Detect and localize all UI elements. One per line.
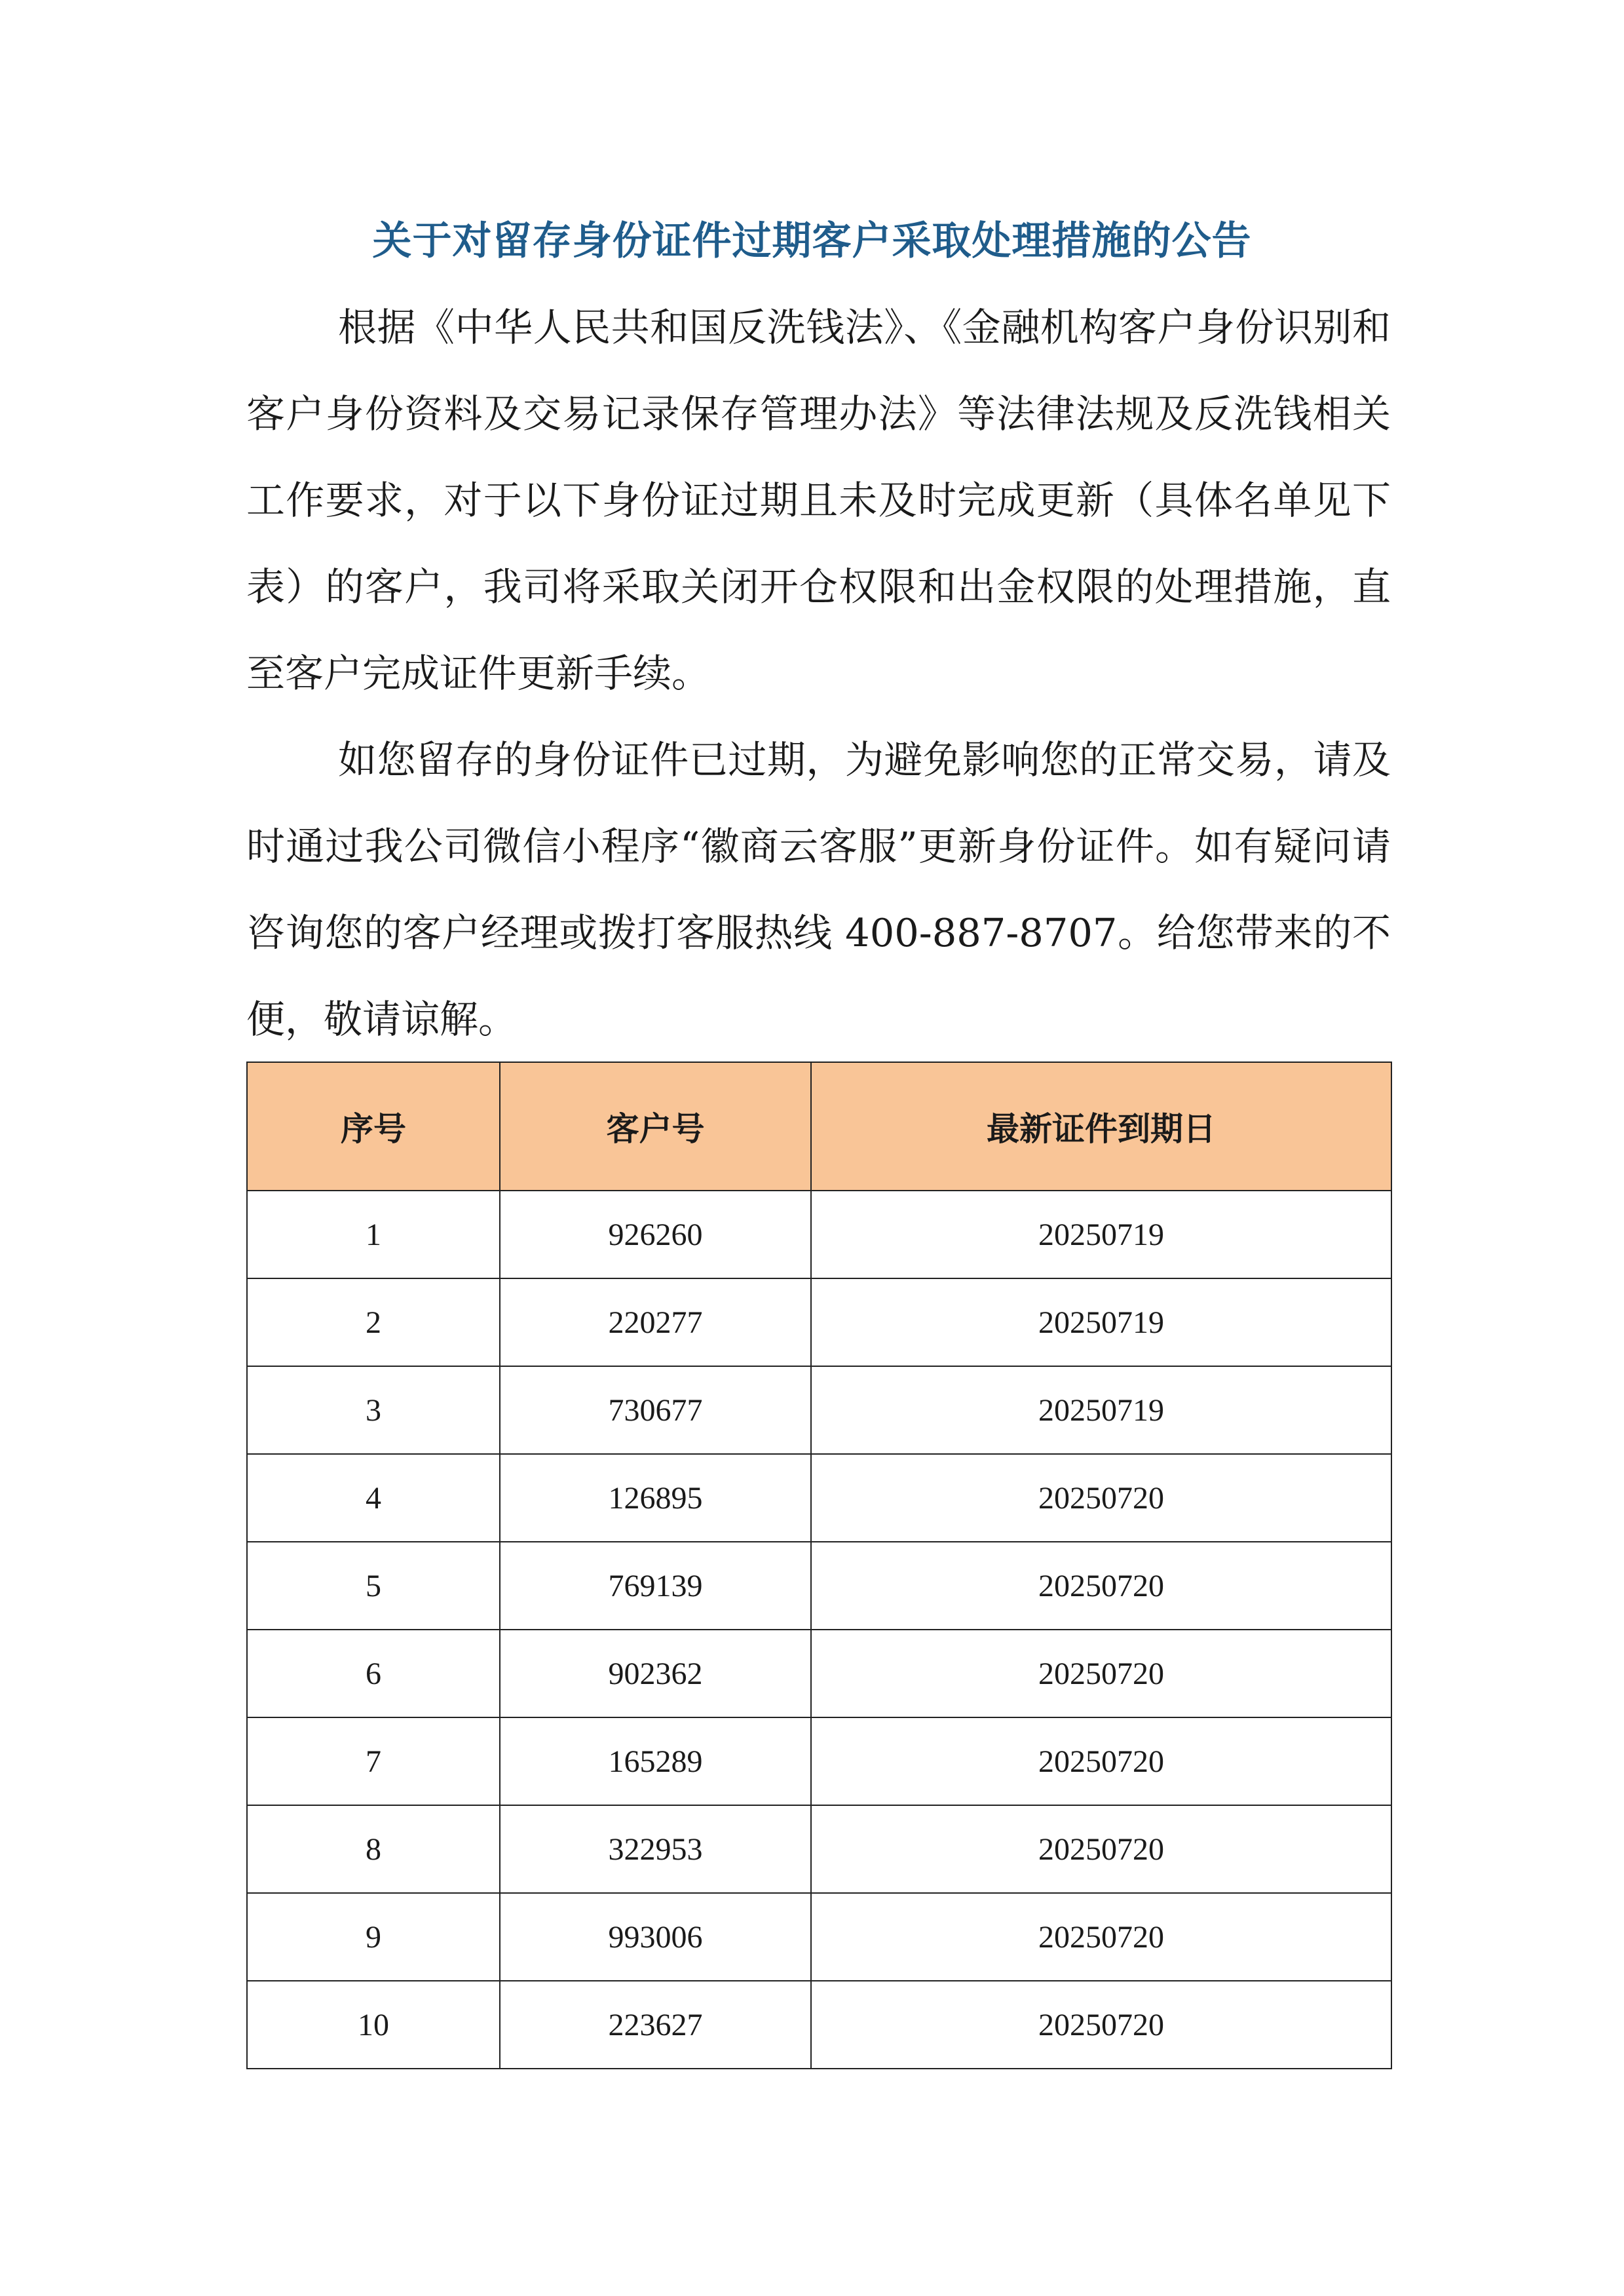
table-body xyxy=(247,1191,1391,2069)
cell-customer-id: 220277 xyxy=(500,1278,811,1366)
table-row xyxy=(247,1981,1391,2069)
table-row xyxy=(247,1630,1391,1717)
cell-customer-id: 926260 xyxy=(500,1191,811,1278)
cell-index: 7 xyxy=(247,1717,500,1805)
cell-index: 8 xyxy=(247,1805,500,1893)
cell-index: 9 xyxy=(247,1893,500,1981)
cell-expiry-date: 20250720 xyxy=(811,1542,1391,1630)
header-customer-id: 客户号 xyxy=(500,1062,811,1191)
cell-index: 4 xyxy=(247,1454,500,1542)
cell-expiry-date: 20250720 xyxy=(811,1893,1391,1981)
expired-id-customer-table xyxy=(246,1062,1392,2069)
table-row xyxy=(247,1717,1391,1805)
cell-customer-id: 165289 xyxy=(500,1717,811,1805)
table-header xyxy=(247,1062,1391,1191)
cell-customer-id: 993006 xyxy=(500,1893,811,1981)
cell-index: 2 xyxy=(247,1278,500,1366)
cell-expiry-date: 20250720 xyxy=(811,1630,1391,1717)
table-row xyxy=(247,1805,1391,1893)
document-title: 关于对留存身份证件过期客户采取处理措施的公告 xyxy=(372,218,1252,264)
cell-index: 6 xyxy=(247,1630,500,1717)
cell-customer-id: 223627 xyxy=(500,1981,811,2069)
table-header-row xyxy=(247,1062,1391,1191)
cell-expiry-date: 20250720 xyxy=(811,1981,1391,2069)
cell-customer-id: 322953 xyxy=(500,1805,811,1893)
cell-expiry-date: 20250720 xyxy=(811,1805,1391,1893)
cell-expiry-date: 20250720 xyxy=(811,1454,1391,1542)
table-row xyxy=(247,1893,1391,1981)
cell-index: 10 xyxy=(247,1981,500,2069)
cell-expiry-date: 20250719 xyxy=(811,1366,1391,1454)
cell-index: 5 xyxy=(247,1542,500,1630)
cell-customer-id: 126895 xyxy=(500,1454,811,1542)
paragraph-instruction: 如您留存的身份证件已过期，为避免影响您的正常交易，请及时通过我公司微信小程序“徽商云客服”更新身份证件。如有疑问请咨询您的客户经理或拨打客服热线 400-887-8707。给您带来的不便，敬请谅解。 xyxy=(246,737,1391,1042)
cell-customer-id: 902362 xyxy=(500,1630,811,1717)
cell-customer-id: 769139 xyxy=(500,1542,811,1630)
cell-index: 1 xyxy=(247,1191,500,1278)
cell-expiry-date: 20250719 xyxy=(811,1278,1391,1366)
table-row xyxy=(247,1454,1391,1542)
header-index: 序号 xyxy=(247,1062,500,1191)
table-row xyxy=(247,1278,1391,1366)
cell-customer-id: 730677 xyxy=(500,1366,811,1454)
paragraph-regulation: 根据《中华人民共和国反洗钱法》、《金融机构客户身份识别和客户身份资料及交易记录保存管理办法》等法律法规及反洗钱相关工作要求，对于以下身份证过期且未及时完成更新（具体名单见下表）的客户，我司将采取关闭开仓权限和出金权限的处理措施，直至客户完成证件更新手续。 xyxy=(246,305,1391,696)
cell-expiry-date: 20250719 xyxy=(811,1191,1391,1278)
table-row xyxy=(247,1366,1391,1454)
cell-index: 3 xyxy=(247,1366,500,1454)
cell-expiry-date: 20250720 xyxy=(811,1717,1391,1805)
table-row xyxy=(247,1191,1391,1278)
table-row xyxy=(247,1542,1391,1630)
header-expiry-date: 最新证件到期日 xyxy=(811,1062,1391,1191)
